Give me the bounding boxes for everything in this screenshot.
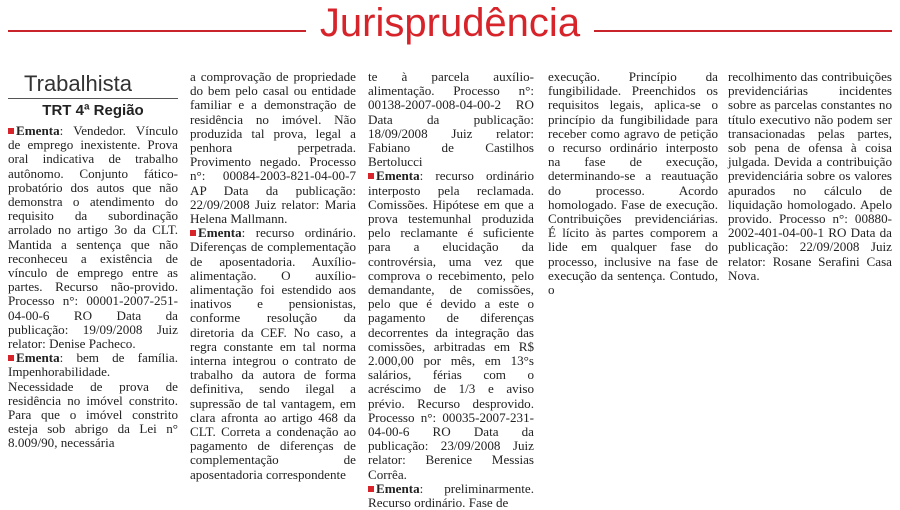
ementa-paragraph <box>8 351 178 450</box>
ementa-label: Ementa <box>376 480 420 496</box>
square-bullet-icon <box>8 355 14 361</box>
square-bullet-icon <box>8 128 14 134</box>
column-3 <box>368 70 534 510</box>
ementa-label: Ementa <box>376 168 420 184</box>
section-divider <box>8 98 178 99</box>
ementa-paragraph <box>368 482 534 510</box>
masthead <box>0 0 900 52</box>
column-2 <box>190 70 356 482</box>
ementa-paragraph <box>190 226 356 482</box>
column-1 <box>8 72 178 451</box>
body-paragraph: execução. Princípio da fungibilidade. Preenchidos os requisitos legais, aplica-se o princípio da fungibilidade para receber como agravo de petição o recurso ordinário interposto na fase de execução, determinando-se a reautuação do processo. Acordo homologado. Fase de execução. Contribuições previdenciárias. É lícito às partes comporem a lide em qualquer fase do processo, inclusive na fase de execução da sentença. Contudo, o <box>548 69 718 298</box>
ementa-text: : Vendedor. Vínculo de emprego inexistente. Prova oral indicativa de trabalho autônomo. Conjunto fático-probatório dos autos que não demonstra o atendimento do requisito da subordinação arrolado no artigo 3o da CLT. Mantida a sentença que não reconheceu a existência de vínculo de emprego entre as partes. Recurso não-provido. Processo n°: 00001-2007-251-04-00-6 RO Data da publicação: 19/09/2008 Juiz relator: Denise Pacheco. <box>8 123 178 352</box>
ementa-text: : recurso ordinário interposto pela reclamada. Comissões. Hipótese em que a prova testemunhal produzida pelo reclamante é suficiente para a elucidação da controvérsia, uma vez que comprova o recebimento, pelo demandante, de comissões, pelo que é devido a este o pagamento de diferenças decorrentes da integração das comissões, arbitradas em R$ 2.000,00 por mês, em 13°s salários, férias com o acréscimo de 1/3 e aviso prévio. Recurso desprovido. Processo n°: 00035-2007-231-04-00-6 RO Data da publicação: 23/09/2008 Juiz relator: Berenice Messias Corrêa. <box>368 168 534 482</box>
body-paragraph: recolhimento das contribuições previdenciárias incidentes sobre as parcelas constantes no título executivo não podem ser transacionadas pelas partes, sob pena de ofensa à coisa julgada. Devida a contribuição previdenciária sobre os valores apurados no cálculo de liquidação homologado. Apelo provido. Processo n°: 00880-2002-401-04-00-1 RO Data da publicação: 22/09/2008 Juiz relator: Rosane Serafini Casa Nova. <box>728 69 892 283</box>
ementa-label: Ementa <box>16 123 60 138</box>
ementa-text: : preliminarmente. Recurso ordinário. Fase de <box>368 480 534 510</box>
ementa-paragraph <box>368 169 534 481</box>
column-4 <box>548 70 718 297</box>
ementa-text: : bem de família. Impenhorabilidade. Necessidade de prova de residência no imóvel constrito. Para que o imóvel constrito esteja sob abrigo da Lei n° 8.009/90, necessária <box>8 350 178 451</box>
ementa-label: Ementa <box>16 350 60 366</box>
ementa-paragraph <box>8 124 178 351</box>
section-title: Trabalhista <box>24 71 133 96</box>
section-subtitle: TRT 4ª Região <box>42 102 144 119</box>
square-bullet-icon <box>368 173 374 179</box>
square-bullet-icon <box>190 230 196 236</box>
ementa-text: : recurso ordinário. Diferenças de complementação de aposentadoria. Auxílio-alimentação. O auxílio-alimentação foi estendido aos inativos e pensionistas, conforme resolução da diretoria da CEF. No caso, a regra constante em tal norma interna integrou o contrato de trabalho da autora de forma definitiva, sendo ilegal a supressão de tal vantagem, em clara afronta ao artigo 468 da CLT. Correta a condenação ao pagamento de diferenças de complementação de aposentadoria correspondente <box>190 225 356 482</box>
body-paragraph: a comprovação de propriedade do bem pelo casal ou entidade familiar e a demonstração de residência no imóvel. Não produzida tal prova, legal a penhora perpetrada. Provimento negado. Processo n°: 00084-2003-821-04-00-7 AP Data da publicação: 22/09/2008 Juiz relator: Maria Helena Mallmann. <box>190 69 356 227</box>
body-paragraph: te à parcela auxílio-alimentação. Processo n°: 00138-2007-008-04-00-2 RO Data da publicação: 18/09/2008 Juiz relator: Fabiano de Castilhos Bertolucci <box>368 69 534 170</box>
page-title: Jurisprudência <box>306 1 594 45</box>
square-bullet-icon <box>368 486 374 492</box>
ementa-label: Ementa <box>198 225 242 241</box>
column-5 <box>728 70 892 283</box>
